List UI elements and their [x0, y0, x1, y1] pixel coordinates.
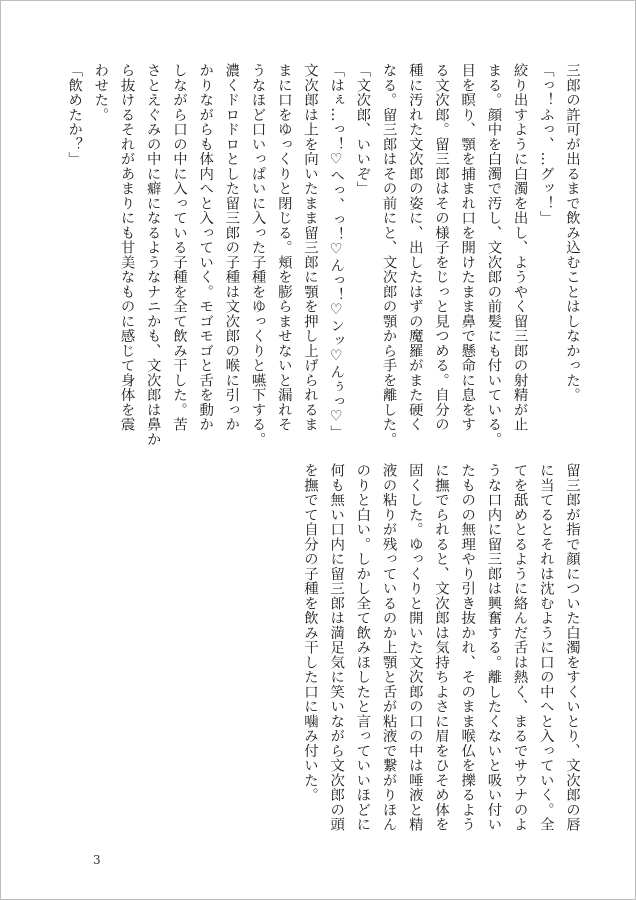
text-line: 目を瞑り、顎を捕まれ口を開けたまま鼻で懸命に息をす [459, 63, 476, 432]
text-line: に当てるとそれは沈むように口の中へと入っていく。全 [537, 463, 554, 832]
text-line: 何も無い口内に留三郎は満足気に笑いながら文次郎の頭 [328, 463, 345, 832]
text-line: 三郎の許可が出るまで飲み込むことはしなかった。 [564, 63, 580, 403]
text-line: うなほど口いっぱいに入った子種をゆっくりと嚥下する。 [249, 63, 266, 447]
text-line: のりと白い。しかし全て飲みほしたと言っていいほどに [354, 463, 371, 832]
text-line: わせた。 [92, 63, 109, 122]
text-line: まに口をゆっくりと閉じる。頬を膨らませないと漏れそ [275, 63, 292, 432]
text-line: 濃くドロドロとした留三郎の子種は文次郎の喉に引っか [223, 63, 240, 432]
text-line: 「はぇ…っ！♡へっ、っ！♡んっ！♡ンッ♡んぅっ♡」 [328, 63, 345, 440]
page-number: 3 [93, 853, 101, 867]
text-line: 「文次郎、いいぞ」 [354, 63, 371, 196]
text-line: 種に汚れた文次郎の姿に、出したはずの魔羅がまた硬く [406, 63, 423, 432]
text-line: ら抜けるそれがあまりにも甘美なものに感じて身体を震 [118, 63, 135, 432]
text-line: しながら口の中に入っている子種を全て飲み干した。苦 [170, 63, 187, 432]
text-block-lower [297, 463, 585, 843]
text-line: さとえぐみの中に癖になるようなナニかも、文次郎は鼻か [144, 63, 161, 447]
text-line: 液の粘りが残っているのか上顎と舌が粘液で繋がりほん [380, 463, 397, 832]
text-line: 固くした。ゆっくりと開いた文次郎の口の中は唾液と精 [406, 463, 423, 832]
text-line: に撫でられると、文次郎は気持ちよさに眉をひそめ体を [432, 463, 449, 832]
text-line: る文次郎。留三郎はその様子をじっと見つめる。自分の [432, 63, 449, 432]
text-line: 「っ！ふっ、…グッ！」 [537, 63, 554, 226]
text-line: まる。顔中を白濁で汚し、文次郎の前髪にも付いている。 [485, 63, 502, 447]
text-line: かりながらも体内へと入っていく。モゴモゴと舌を動か [197, 63, 214, 432]
text-line: 絞り出すように白濁を出し、ようやく留三郎の射精が止 [511, 63, 528, 432]
text-line: なる。留三郎はその前にと、文次郎の顎から手を離した。 [380, 63, 397, 447]
text-line: 「飲めたか？」 [66, 63, 83, 167]
text-line: 留三郎が指で顔についた白濁をすくいとり、文次郎の唇 [564, 463, 580, 832]
text-line: うな口内に留三郎は興奮する。離したくないと吸い付い [485, 463, 502, 832]
text-line: 文次郎は上を向いたまま留三郎に顎を押し上げられるま [301, 63, 318, 432]
text-line: てを舐めとるように絡んだ舌は熱く、まるでサウナのよ [511, 463, 528, 832]
text-line: を撫でて自分の子種を飲み干した口に噛み付いた。 [301, 463, 318, 803]
text-line: たものの無理やり引き抜かれ、そのまま喉仏を擽るよう [459, 463, 476, 832]
text-block-upper [61, 63, 585, 453]
